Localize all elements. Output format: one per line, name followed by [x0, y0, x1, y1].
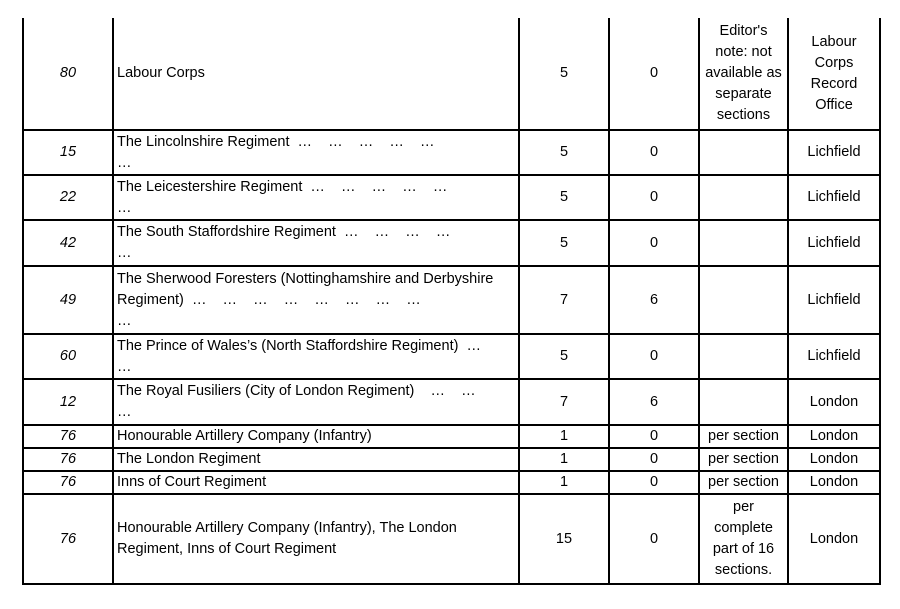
record-location: Lichfield	[788, 266, 880, 334]
regiment-number: 76	[23, 471, 113, 494]
regiment-title-text: The Lincolnshire Regiment	[117, 133, 290, 150]
regiment-number: 12	[23, 379, 113, 425]
value-a: 15	[519, 494, 609, 584]
regiment-number: 15	[23, 130, 113, 175]
table-row	[23, 494, 880, 584]
value-b: 0	[609, 175, 699, 220]
regiment-title-text: The Royal Fusiliers (City of London Regiment)	[117, 383, 415, 399]
regiment-number: 42	[23, 220, 113, 266]
leader-dots: …	[458, 337, 481, 354]
table-row	[23, 18, 880, 130]
regiment-title-text: The Sherwood Foresters (Nottinghamshire and Derbyshire Regiment)	[117, 270, 494, 308]
value-b: 6	[609, 379, 699, 425]
editor-note	[699, 130, 788, 175]
table-row	[23, 471, 880, 494]
regiment-title	[113, 130, 519, 175]
editor-note: per section	[699, 425, 788, 448]
value-a: 5	[519, 220, 609, 266]
regiment-title-text: The South Staffordshire Regiment	[117, 224, 336, 240]
regiment-number: 80	[23, 18, 113, 130]
regiment-title-text: Honourable Artillery Company (Infantry)	[117, 428, 372, 444]
table-row	[23, 379, 880, 425]
regiment-title	[113, 448, 519, 471]
record-location: London	[788, 448, 880, 471]
record-location: London	[788, 471, 880, 494]
regiment-title-text: Inns of Court Regiment	[117, 474, 267, 490]
record-location: Labour Corps Record Office	[788, 18, 880, 130]
regiment-title	[113, 266, 519, 334]
table-row	[23, 175, 880, 220]
regiment-title	[113, 175, 519, 220]
leader-dots: … … … … … … … …	[183, 291, 421, 308]
leader-dots: … … … …	[335, 224, 451, 240]
table-row	[23, 266, 880, 334]
value-b: 0	[609, 220, 699, 266]
editor-note	[699, 220, 788, 266]
leader-dots: … …	[414, 383, 476, 399]
value-a: 5	[519, 130, 609, 175]
regiment-title	[113, 425, 519, 448]
editor-note: per section	[699, 471, 788, 494]
leader-dots: … … … … …	[302, 178, 448, 195]
regiment-number: 22	[23, 175, 113, 220]
value-a: 5	[519, 334, 609, 379]
regiment-title	[113, 379, 519, 425]
regiment-table	[22, 18, 881, 585]
table-row	[23, 448, 880, 471]
leader-dots: … … … … …	[289, 133, 435, 150]
regiment-title	[113, 494, 519, 584]
table-row	[23, 425, 880, 448]
regiment-title-text: Labour Corps	[117, 65, 205, 81]
record-location: Lichfield	[788, 130, 880, 175]
record-location: London	[788, 379, 880, 425]
value-a: 5	[519, 18, 609, 130]
editor-note: Editor's note: not available as separate sections	[699, 18, 788, 130]
editor-note: per section	[699, 448, 788, 471]
regiment-title-text: The Leicestershire Regiment	[117, 178, 303, 195]
leader-dots-continued: …	[117, 245, 132, 261]
editor-note	[699, 175, 788, 220]
record-location: London	[788, 494, 880, 584]
record-location: Lichfield	[788, 220, 880, 266]
regiment-title-text: The Prince of Wales’s (North Staffordshire Regiment)	[117, 337, 459, 354]
leader-dots-continued: …	[117, 199, 132, 216]
editor-note	[699, 266, 788, 334]
editor-note: per complete part of 16 sections.	[699, 494, 788, 584]
regiment-title	[113, 471, 519, 494]
value-a: 7	[519, 379, 609, 425]
leader-dots-continued: …	[117, 154, 132, 171]
leader-dots-continued: …	[117, 404, 132, 420]
value-a: 1	[519, 448, 609, 471]
table-row	[23, 334, 880, 379]
table-row	[23, 130, 880, 175]
regiment-title	[113, 220, 519, 266]
regiment-title-text: Honourable Artillery Company (Infantry), The London Regiment, Inns of Court Regiment	[117, 520, 457, 557]
regiment-title-text: The London Regiment	[117, 451, 261, 467]
regiment-number: 76	[23, 494, 113, 584]
table-row	[23, 220, 880, 266]
regiment-table-container	[22, 18, 881, 585]
regiment-number: 76	[23, 425, 113, 448]
regiment-number: 60	[23, 334, 113, 379]
value-b: 0	[609, 130, 699, 175]
regiment-title	[113, 18, 519, 130]
regiment-title	[113, 334, 519, 379]
editor-note	[699, 334, 788, 379]
leader-dots-continued: …	[117, 358, 132, 375]
value-a: 1	[519, 425, 609, 448]
regiment-number: 76	[23, 448, 113, 471]
record-location: London	[788, 425, 880, 448]
regiment-number: 49	[23, 266, 113, 334]
value-b: 6	[609, 266, 699, 334]
editor-note	[699, 379, 788, 425]
value-b: 0	[609, 18, 699, 130]
record-location: Lichfield	[788, 334, 880, 379]
value-b: 0	[609, 494, 699, 584]
value-b: 0	[609, 334, 699, 379]
value-a: 7	[519, 266, 609, 334]
value-b: 0	[609, 448, 699, 471]
value-b: 0	[609, 471, 699, 494]
record-location: Lichfield	[788, 175, 880, 220]
value-a: 5	[519, 175, 609, 220]
value-a: 1	[519, 471, 609, 494]
leader-dots-continued: …	[117, 312, 132, 329]
value-b: 0	[609, 425, 699, 448]
